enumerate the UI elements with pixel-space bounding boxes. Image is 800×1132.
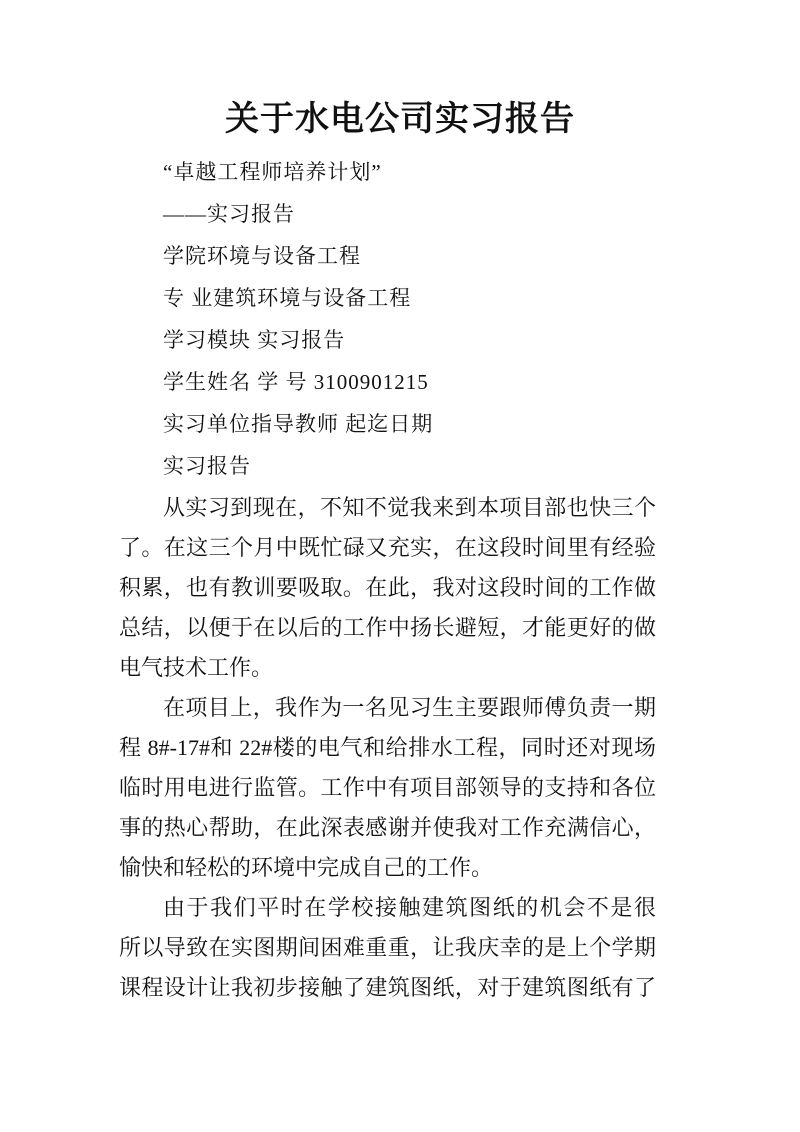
paragraph-line: 总结，以便于在以后的工作中扬长避短，才能更好的做 — [119, 615, 656, 640]
paragraph-line: 积累，也有教训要吸取。在此，我对这段时间的工作做 — [119, 575, 656, 600]
paragraph-line: 事的热心帮助，在此深表感谢并使我对工作充满信心， — [119, 815, 656, 840]
paragraph-line: 程 8#-17#和 22#楼的电气和给排水工程，同时还对现场 — [119, 735, 656, 760]
report-body — [119, 488, 656, 1008]
paragraph-line: 所以导致在实图期间困难重重，让我庆幸的是上个学期 — [119, 935, 656, 960]
paragraph-line: 在项目上，我作为一名见习生主要跟师傅负责一期 — [163, 695, 656, 720]
paragraph-line: 愉快和轻松的环境中完成自己的工作。 — [119, 855, 494, 880]
document-title: 关于水电公司实习报告 — [225, 101, 575, 138]
section-heading: 实习报告 — [163, 454, 251, 478]
cover-info — [163, 151, 433, 487]
report-subtitle: ——实习报告 — [163, 202, 295, 226]
college-line: 学院环境与设备工程 — [163, 244, 361, 268]
paragraph-line: 课程设计让我初步接触了建筑图纸，对于建筑图纸有了 — [119, 975, 656, 1000]
module-line: 学习模块 实习报告 — [163, 328, 346, 352]
paragraph-line: 从实习到现在，不知不觉我来到本项目部也快三个 — [163, 495, 656, 520]
major-line: 专 业建筑环境与设备工程 — [163, 286, 412, 310]
student-line: 学生姓名 学 号 3100901215 — [163, 370, 429, 394]
paragraph-line: 了。在这三个月中既忙碌又充实，在这段时间里有经验 — [119, 535, 656, 560]
program-name: “卓越工程师培养计划” — [163, 160, 382, 184]
paragraph-line: 临时用电进行监管。工作中有项目部领导的支持和各位 — [119, 775, 656, 800]
paragraph-line: 电气技术工作。 — [119, 655, 274, 680]
paragraph-line: 由于我们平时在学校接触建筑图纸的机会不是很 — [163, 895, 656, 920]
unit-line: 实习单位指导教师 起迄日期 — [163, 412, 434, 436]
